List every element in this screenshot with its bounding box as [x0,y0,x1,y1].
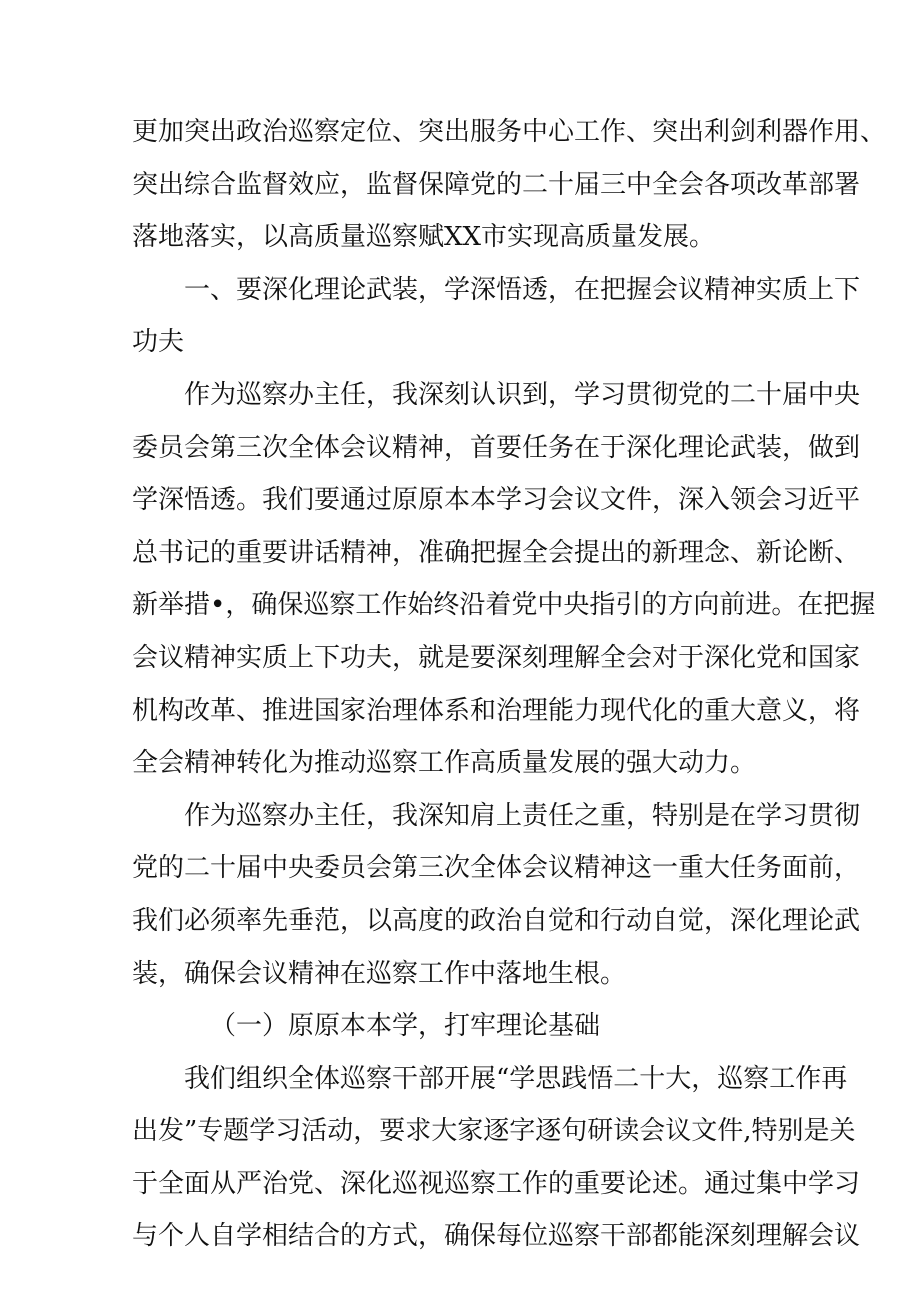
text-line: 党的二十届中央委员会第三次全体会议精神这一重大任务面前， [132,853,861,884]
text-line: 装，确保会议精神在巡察工作中落地生根。 [132,958,627,989]
text-line: 会议精神实质上下功夫，就是要深刻理解全会对于深化党和国家 [132,642,861,673]
text-line: 突出综合监督效应，监督保障党的二十届三中全会各项改革部署 [132,169,861,200]
section-heading-line: 功夫 [132,327,185,358]
text-line: 作为巡察办主任，我深刻认识到，学习贯彻党的二十届中央 [184,379,861,410]
text-line: 新举措•，确保巡察工作始终沿着党中央指引的方向前进。在把握 [132,590,876,621]
text-line: 作为巡察办主任，我深知肩上责任之重，特别是在学习贯彻 [184,800,861,831]
text-line: 全会精神转化为推动巡察工作高质量发展的强大动力。 [132,748,757,779]
document-body [132,106,887,1263]
text-line: 出发”专题学习活动，要求大家逐字逐句研读会议文件,特别是关 [132,1116,856,1147]
subsection-heading: （一）原原本本学，打牢理论基础 [210,1011,601,1042]
text-line: 我们必须率先垂范，以高度的政治自觉和行动自觉，深化理论武 [132,905,861,936]
text-line: 学深悟透。我们要通过原原本本学习会议文件，深入领会习近平 [132,485,861,516]
text-line: 于全面从严治党、深化巡视巡察工作的重要论述。通过集中学习 [132,1168,861,1199]
text-line: 机构改革、推进国家治理体系和治理能力现代化的重大意义，将 [132,695,861,726]
text-line: 总书记的重要讲话精神，准确把握全会提出的新理念、新论断、 [132,537,861,568]
text-line: 落地落实，以高质量巡察赋XX市实现高质量发展。 [132,222,716,253]
text-line: 我们组织全体巡察干部开展“学思践悟二十大，巡察工作再 [184,1063,848,1094]
text-line: 更加突出政治巡察定位、突出服务中心工作、突出利剑利器作用、 [132,117,887,147]
section-heading-line: 一、要深化理论武装，学深悟透，在把握会议精神实质上下 [184,274,861,305]
text-line: 委员会第三次全体会议精神，首要任务在于深化理论武装，做到 [132,432,861,463]
text-line: 与个人自学相结合的方式，确保每位巡察干部都能深刻理解会议 [132,1221,861,1252]
